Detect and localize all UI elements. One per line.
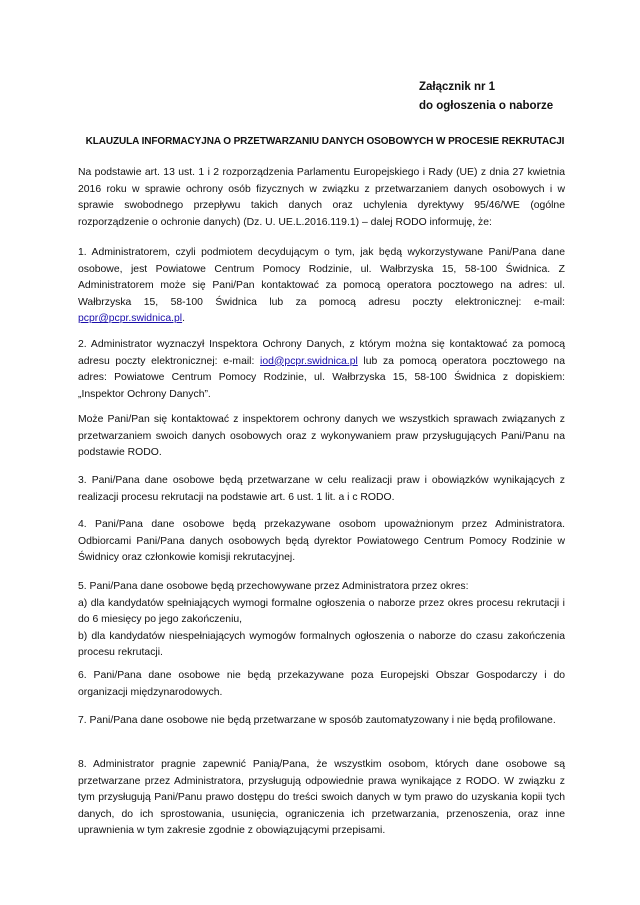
paragraph-4: 4. Pani/Pana dane osobowe będą przekazywane osobom upoważnionym przez Administratora. Odbiorcami Pani/Pana danych osobowych będą dyrektor Powiatowego Centrum Pomocy Rodzinie w Świdnicy oraz członkowie komisji rekrutacyjnej. <box>78 519 565 563</box>
annex-number: Załącznik nr 1 <box>419 81 496 93</box>
iod-email-link[interactable]: iod@pcpr.swidnica.pl <box>260 355 358 367</box>
paragraph-5 <box>78 579 565 662</box>
annex-heading <box>419 78 553 116</box>
paragraph-6: 6. Pani/Pana dane osobowe nie będą przekazywane poza Europejski Obszar Gospodarczy i do organizacji międzynarodowych. <box>78 670 565 698</box>
annex-subtitle: do ogłoszenia o naborze <box>419 100 554 112</box>
paragraph-7: 7. Pani/Pana dane osobowe nie będą przetwarzane w sposób zautomatyzowany i nie będą profilowane. <box>78 715 556 726</box>
paragraph-2-after: lub za pomocą operatora pocztowego na adres: Powiatowe Centrum Pomocy Rodzinie, ul. Wałbrzyska 15, 58-100 Świdnica z dopiskiem: „Inspektor Ochrony Danych”. <box>78 355 565 400</box>
paragraph-8: 8. Administrator pragnie zapewnić Panią/Pana, że wszystkim osobom, których dane osobowe są przetwarzane przez Administratora, przysługują odpowiednie prawa wynikające z RODO. W związku z tym przysługują Pani/Panu prawo dostępu do treści swoich danych w tym prawo do uzyskania kopii tych danych, do ich sprostowania, usunięcia, ograniczenia ich przetwarzania, przenoszenia, oraz inne uprawnienia w tym zakresie zgodnie z obowiązującymi przepisami. <box>78 759 565 836</box>
paragraph-1-text: 1. Administratorem, czyli podmiotem decydującym o tym, jak będą wykorzystywane Pani/Pana dane osobowe, jest Powiatowe Centrum Pomocy Rodzinie, ul. Wałbrzyska 15, 58-100 Świdnica. Z Administratorem może się Pani/Pan kontaktować za pomocą operatora pocztowego na adres: ul. Wałbrzyska 15, 58-100 Świdnica lub za pomocą adresu poczty elektronicznej: e-mail: <box>78 247 565 308</box>
paragraph-2 <box>78 337 565 403</box>
intro-paragraph: Na podstawie art. 13 ust. 1 i 2 rozporządzenia Parlamentu Europejskiego i Rady (UE) z dnia 27 kwietnia 2016 roku w sprawie ochrony osób fizycznych w związku z przetwarzaniem danych osobowych i w sprawie swobodnego przepływu takich danych oraz uchylenia dyrektywy 95/46/WE (ogólne rozporządzenie o ochronie danych) (Dz. U. UE.L.2016.119.1) – dalej RODO informuję, że: <box>78 167 565 228</box>
paragraph-5-item-a: a) dla kandydatów spełniających wymogi formalne ogłoszenia o naborze przez okres procesu rekrutacji i do 6 miesięcy po jego zakończeniu, <box>78 597 565 625</box>
paragraph-1 <box>78 245 565 328</box>
paragraph-2-before: 2. Administrator wyznaczył Inspektora Ochrony Danych, z którym można się kontaktować za pomocą adresu poczty elektronicznej: e-mail: <box>78 339 565 367</box>
admin-email-link[interactable]: pcpr@pcpr.swidnica.pl <box>78 313 183 324</box>
paragraph-3: 3. Pani/Pana dane osobowe będą przetwarzane w celu realizacji praw i obowiązków wynikających z realizacji procesu rekrutacji na podstawie art. 6 ust. 1 lit. a i c RODO. <box>78 475 565 503</box>
paragraph-1-end: . <box>182 313 185 324</box>
paragraph-5-intro: 5. Pani/Pana dane osobowe będą przechowywane przez Administratora przez okres: <box>78 581 469 592</box>
paragraph-5-item-b: b) dla kandydatów niespełniających wymogów formalnych ogłoszenia o naborze do czasu zakończenia procesu rekrutacji. <box>78 630 565 658</box>
paragraph-2b: Może Pani/Pan się kontaktować z inspektorem ochrony danych we wszystkich sprawach związanych z przetwarzaniem swoich danych osobowych oraz z wykonywaniem praw przysługujących Pani/Panu na podstawie RODO. <box>78 414 565 458</box>
document-title: KLAUZULA INFORMACYJNA O PRZETWARZANIU DANYCH OSOBOWYCH W PROCESIE REKRUTACJI <box>85 136 565 147</box>
